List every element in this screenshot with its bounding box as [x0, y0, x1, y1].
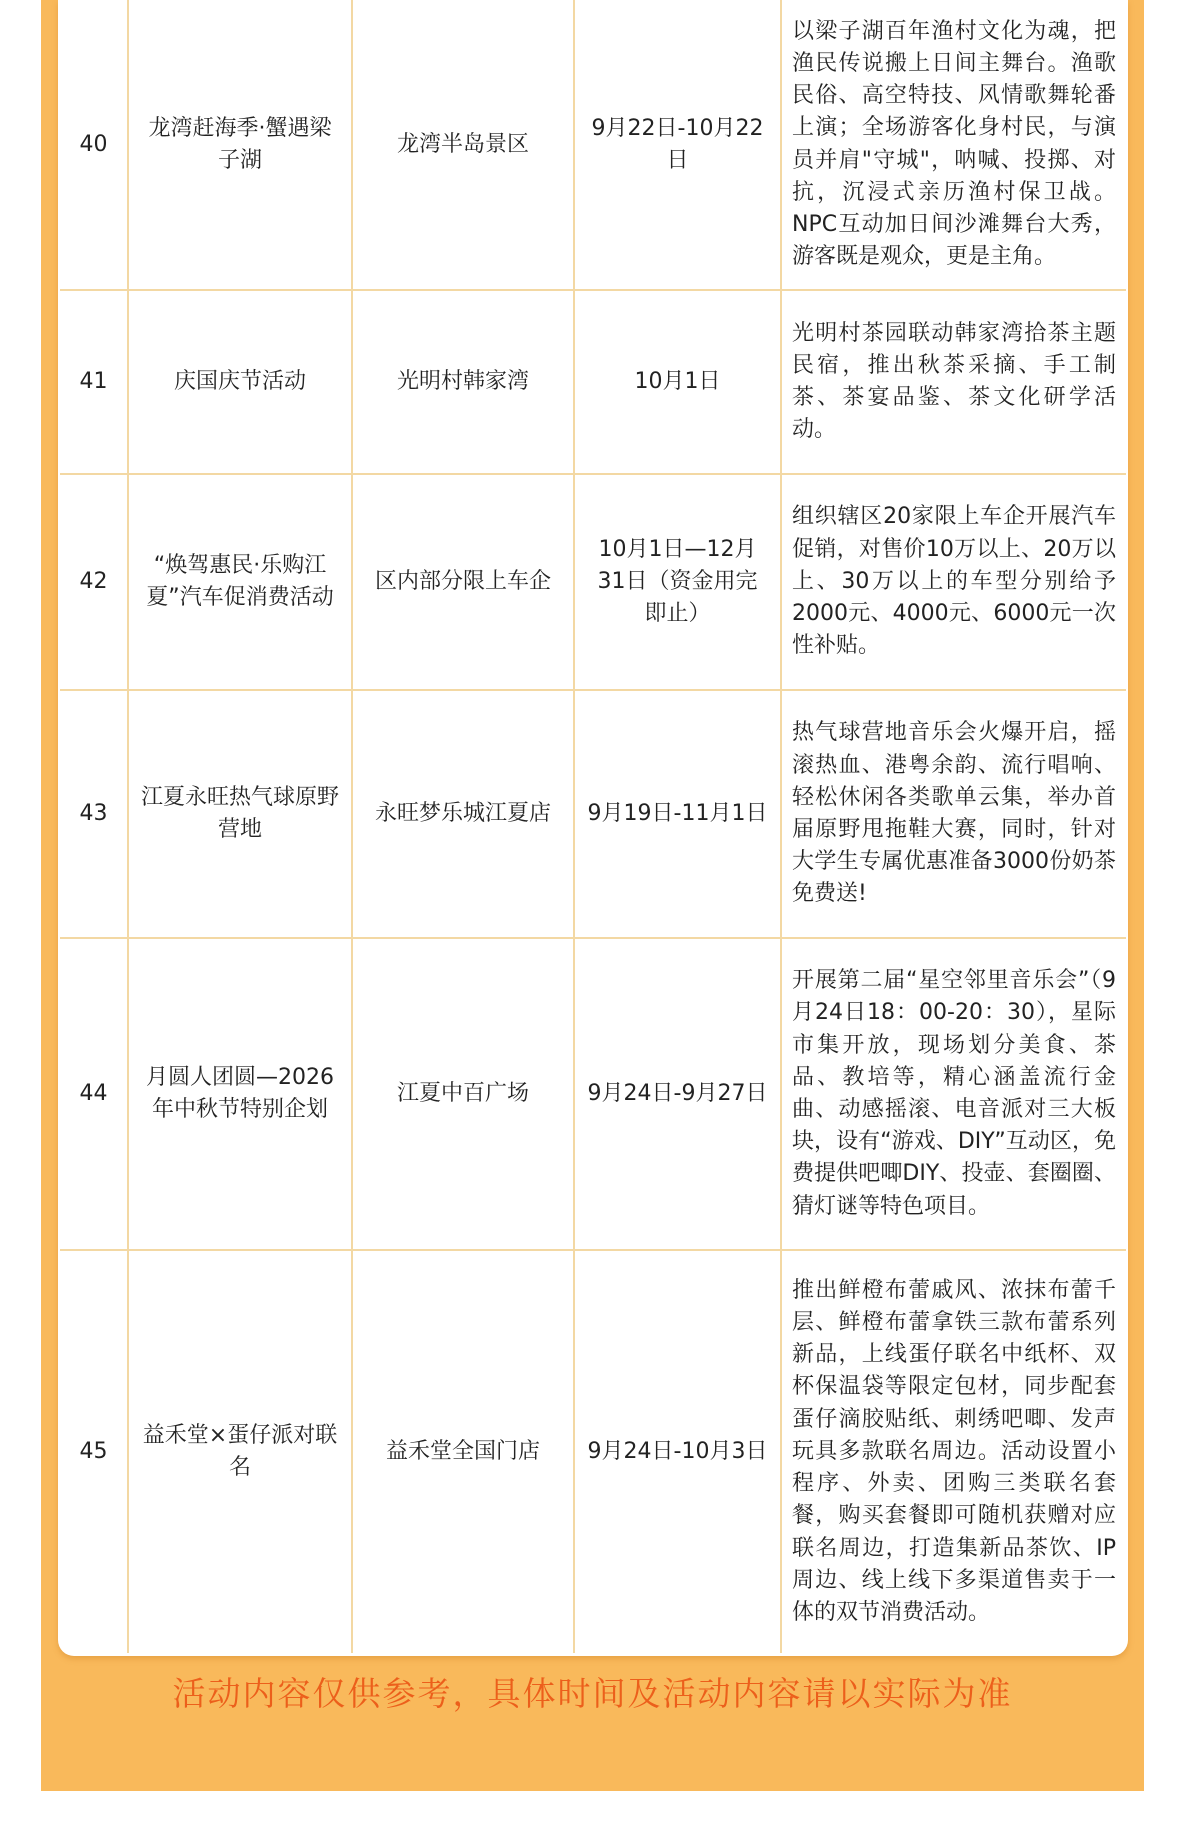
- row-number: 41: [60, 290, 128, 474]
- row-number: 45: [60, 1250, 128, 1653]
- event-date: 9月22日-10月22日: [574, 0, 781, 290]
- event-description: 开展第二届“星空邻里音乐会”（9月24日18：00-20：30），星际市集开放，现场划分美食、茶品、教培等，精心涵盖流行金曲、动感摇滚、电音派对三大板块，设有“游戏、DIY”互动区，免费提供吧唧DIY、投壶、套圈圈、猜灯谜等特色项目。: [781, 938, 1126, 1250]
- table-row: [60, 290, 1126, 474]
- event-date: 10月1日: [574, 290, 781, 474]
- table-row: [60, 938, 1126, 1250]
- event-date: 9月24日-10月3日: [574, 1250, 781, 1653]
- event-date: 9月19日-11月1日: [574, 690, 781, 938]
- table-row: [60, 474, 1126, 690]
- table-row: [60, 690, 1126, 938]
- event-name: 龙湾赶海季·蟹遇梁子湖: [128, 0, 352, 290]
- row-number: 44: [60, 938, 128, 1250]
- event-location: 江夏中百广场: [352, 938, 574, 1250]
- row-number: 42: [60, 474, 128, 690]
- event-name: 月圆人团圆—2026年中秋节特别企划: [128, 938, 352, 1250]
- row-number: 43: [60, 690, 128, 938]
- event-description: 光明村茶园联动韩家湾拾茶主题民宿，推出秋茶采摘、手工制茶、茶宴品鉴、茶文化研学活动。: [781, 290, 1126, 474]
- event-name: 江夏永旺热气球原野营地: [128, 690, 352, 938]
- event-location: 益禾堂全国门店: [352, 1250, 574, 1653]
- event-name: 庆国庆节活动: [128, 290, 352, 474]
- event-location: 龙湾半岛景区: [352, 0, 574, 290]
- event-description: 组织辖区20家限上车企开展汽车促销，对售价10万以上、20万以上、30万以上的车型分别给予2000元、4000元、6000元一次性补贴。: [781, 474, 1126, 690]
- event-description: 热气球营地音乐会火爆开启，摇滚热血、港粤余韵、流行唱响、轻松休闲各类歌单云集，举办首届原野甩拖鞋大赛，同时，针对大学生专属优惠准备3000份奶茶免费送!: [781, 690, 1126, 938]
- table-row: [60, 0, 1126, 290]
- row-number: 40: [60, 0, 128, 290]
- event-location: 永旺梦乐城江夏店: [352, 690, 574, 938]
- event-name: 益禾堂×蛋仔派对联名: [128, 1250, 352, 1653]
- table-row: [60, 1250, 1126, 1653]
- event-description: 以梁子湖百年渔村文化为魂，把渔民传说搬上日间主舞台。渔歌民俗、高空特技、风情歌舞轮番上演；全场游客化身村民，与演员并肩"守城"，呐喊、投掷、对抗，沉浸式亲历渔村保卫战。NPC互动加日间沙滩舞台大秀，游客既是观众，更是主角。: [781, 0, 1126, 290]
- event-date: 10月1日—12月31日（资金用完即止）: [574, 474, 781, 690]
- event-location: 光明村韩家湾: [352, 290, 574, 474]
- event-description: 推出鲜橙布蕾戚风、浓抹布蕾千层、鲜橙布蕾拿铁三款布蕾系列新品，上线蛋仔联名中纸杯、双杯保温袋等限定包材，同步配套蛋仔滴胶贴纸、刺绣吧唧、发声玩具多款联名周边。活动设置小程序、外卖、团购三类联名套餐，购买套餐即可随机获赠对应联名周边，打造集新品茶饮、IP周边、线上线下多渠道售卖于一体的双节消费活动。: [792, 1277, 1116, 1625]
- events-table: [60, 0, 1126, 1653]
- disclaimer-note: 活动内容仅供参考，具体时间及活动内容请以实际为准: [172, 1674, 1013, 1713]
- event-date: 9月24日-9月27日: [574, 938, 781, 1250]
- event-location: 区内部分限上车企: [352, 474, 574, 690]
- event-name: “焕驾惠民·乐购江夏”汽车促消费活动: [128, 474, 352, 690]
